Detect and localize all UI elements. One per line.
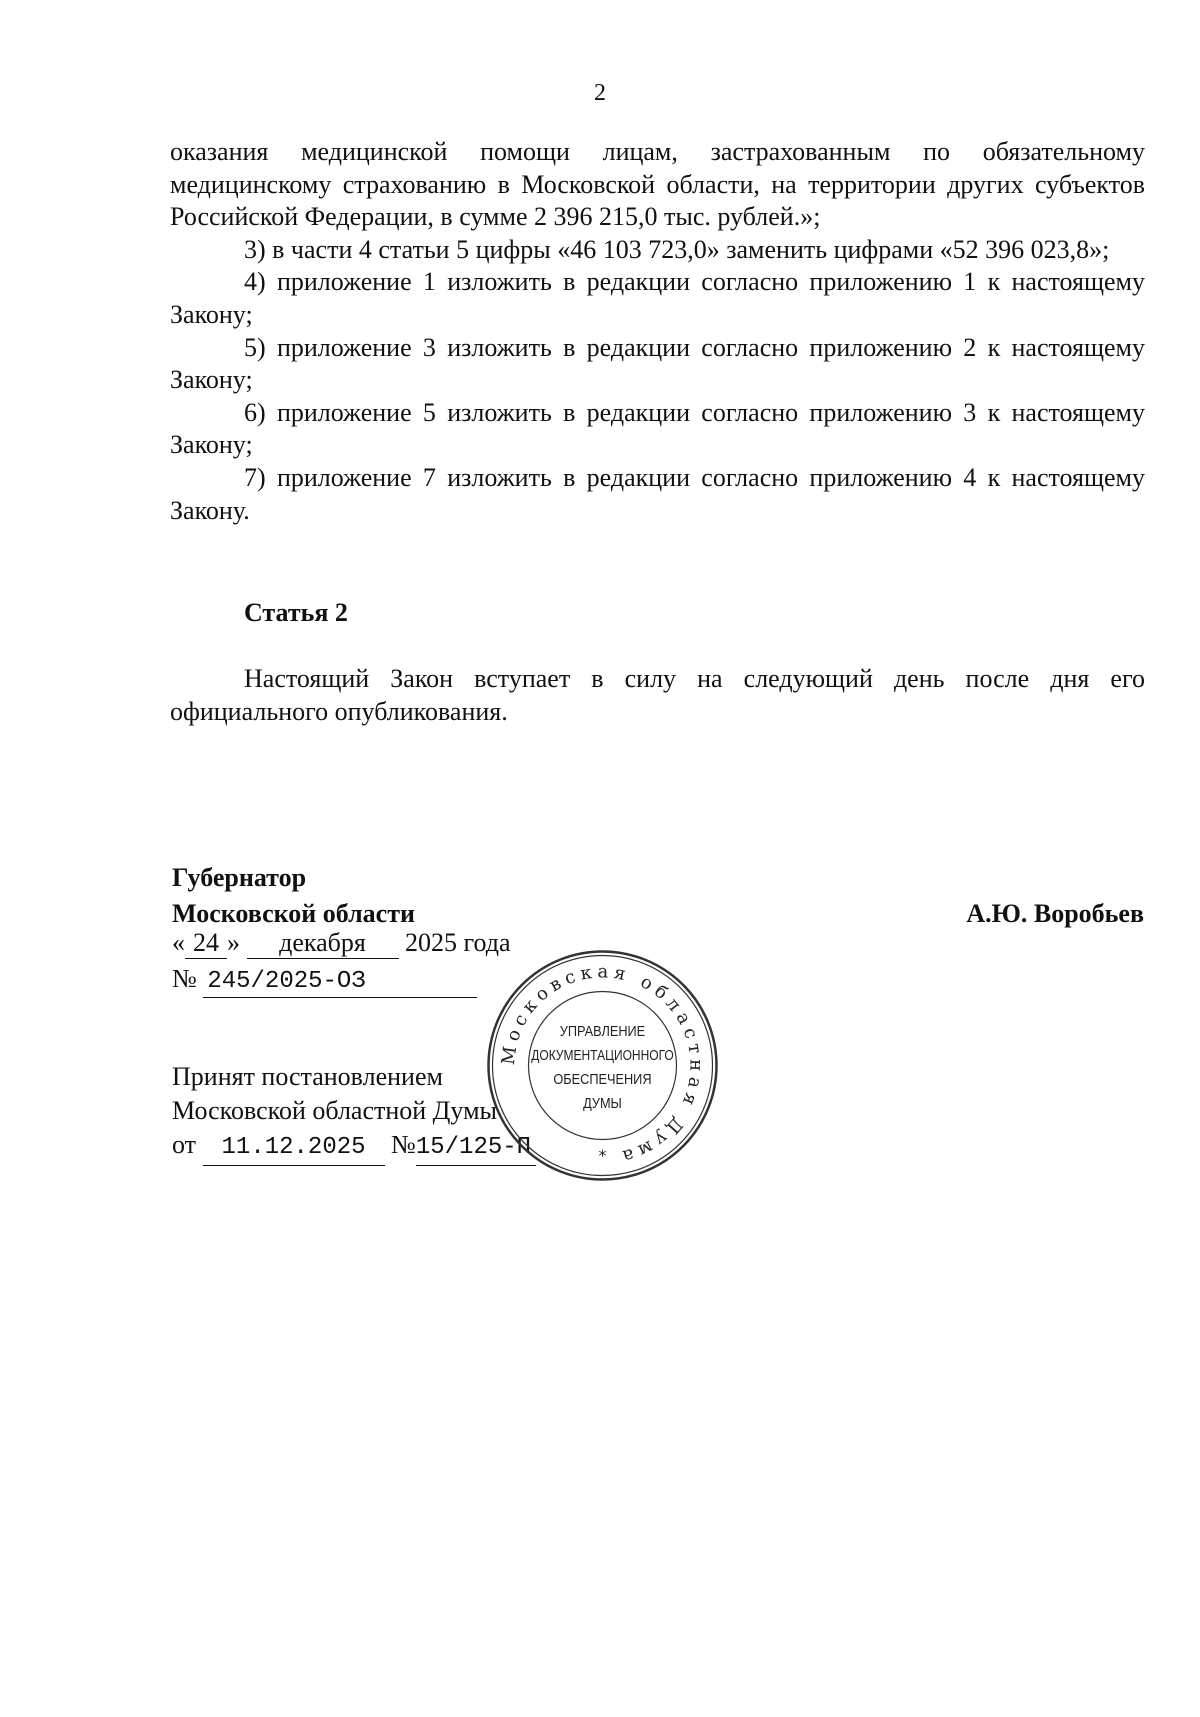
signing-date — [172, 928, 511, 959]
date-quote-open: « — [172, 928, 185, 957]
seal-center-line-2: ДОКУМЕНТАЦИОННОГО — [531, 1046, 674, 1064]
item-4: 4) приложение 1 изложить в редакции согласно приложению 1 к настоящему Закону; — [170, 267, 1145, 329]
signatory-title-line-2: Московской области — [172, 899, 415, 928]
official-seal — [485, 948, 720, 1183]
signing-year: 2025 года — [405, 928, 511, 957]
adoption-number-prefix: № — [391, 1130, 416, 1159]
date-quote-close: » — [227, 928, 240, 957]
adoption-date: 11.12.2025 — [203, 1131, 385, 1166]
signing-month: декабря — [247, 928, 399, 959]
item-6: 6) приложение 5 изложить в редакции согласно приложению 3 к настоящему Закону; — [170, 397, 1145, 460]
adoption-line-1: Принят постановлением — [172, 1062, 443, 1091]
adoption-number: 15/125-П — [416, 1131, 536, 1166]
signing-day: 24 — [185, 928, 227, 959]
continuation-line-3: субъектов Российской Федерации, в сумме 2 396 215,0 тыс. рублей.»; — [170, 169, 1145, 232]
seal-star: * — [598, 1146, 607, 1165]
seal-center-line-4: ДУМЫ — [583, 1093, 622, 1112]
document-body — [170, 136, 1145, 527]
seal-ring-text — [498, 961, 707, 1168]
article-2-body — [170, 662, 1145, 728]
continuation-line-1: оказания медицинской помощи лицам, застрахованным по обязательному — [170, 137, 1145, 166]
article-2-text: Настоящий Закон вступает в силу на следующий день после дня его официального опубликования. — [170, 664, 1145, 726]
seal-ring-textpath: Московская областная Дума — [497, 961, 707, 1169]
item-3: 3) в части 4 статьи 5 цифры «46 103 723,0» заменить цифрами «52 396 023,8»; — [244, 234, 1110, 264]
seal-center-line-3: ОБЕСПЕЧЕНИЯ — [553, 1069, 652, 1088]
signatory-title-line-1: Губернатор — [172, 863, 307, 892]
law-number-prefix: № — [172, 964, 197, 993]
law-number: 245/2025-ОЗ — [203, 967, 477, 998]
adoption-line-3 — [172, 1128, 536, 1166]
continuation-line-2: медицинскому страхованию в Московской области, на территории других — [170, 169, 1024, 199]
signatory-title — [172, 860, 415, 932]
item-5: 5) приложение 3 изложить в редакции согласно приложению 2 к настоящему Закону; — [170, 332, 1145, 395]
seal-outer-ring-inner — [493, 956, 713, 1176]
adoption-line-2: Московской областной Думы — [172, 1096, 497, 1125]
article-2-heading: Статья 2 — [244, 598, 348, 627]
law-number-line — [172, 964, 477, 998]
adoption-block — [172, 1060, 536, 1166]
continuation-text — [170, 136, 1145, 234]
seal-inner-ring — [529, 992, 677, 1140]
signatory-name: А.Ю. Воробьев — [966, 899, 1144, 928]
item-7: 7) приложение 7 изложить в редакции согласно приложению 4 к настоящему Закону. — [170, 462, 1145, 525]
adoption-from-label: от — [172, 1130, 197, 1159]
seal-center-line-1: УПРАВЛЕНИЕ — [559, 1021, 646, 1040]
page-number: 2 — [594, 80, 606, 106]
